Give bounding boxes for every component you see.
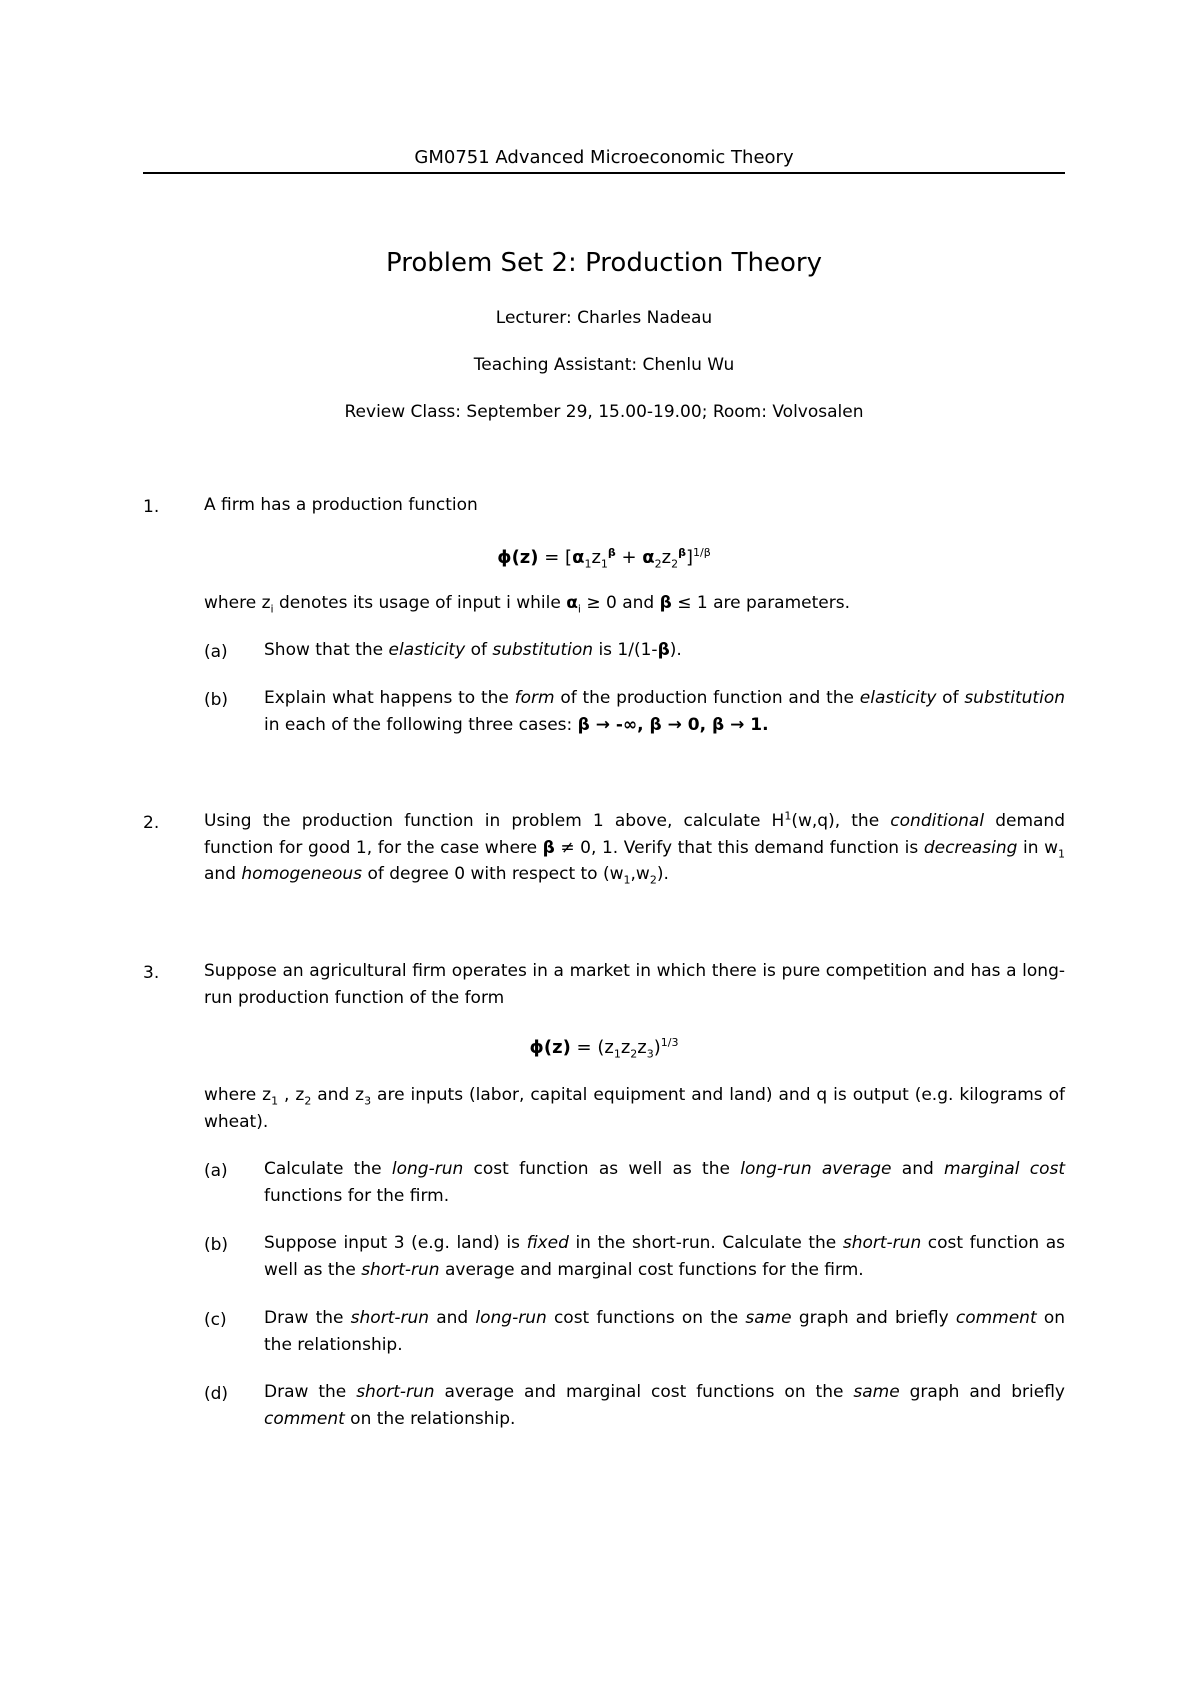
problem-1-where: where $z_i$ denotes its usage of input i while $\alpha_i \ge 0$ and β ≤ 1 are parameters. <box>204 593 850 616</box>
problem-3c-label: (c) <box>204 1310 227 1330</box>
assistant-line: Teaching Assistant: Chenlu Wu <box>473 355 735 375</box>
problem-3a-label: (a) <box>204 1161 228 1181</box>
problem-3-intro: Suppose an agricultural firm operates in a market in which there is pure competition and has a long-run production function of the form <box>204 961 1065 1008</box>
problem-3-where: where $z_1$ , $z_2$ and $z_3$ are inputs (labor, capital equipment and land) and q is output (e.g. kilograms of wheat). <box>204 1085 1065 1132</box>
problem-3d-text: Draw the short-run average and marginal cost functions on the same graph and briefly comment on the relationship. <box>264 1382 1065 1429</box>
problem-3d-label: (d) <box>204 1384 229 1404</box>
problem-1b-text: Explain what happens to the form of the production function and the elasticity of substitution in each of the following three cases: β → -∞, β → 0, β → 1. <box>264 688 1065 735</box>
problem-2-number: 2. <box>143 813 160 833</box>
problem-3b-label: (b) <box>204 1235 229 1255</box>
problem-3b-text: Suppose input 3 (e.g. land) is fixed in the short-run. Calculate the short-run cost function as well as the short-run average and marginal cost functions for the firm. <box>264 1233 1065 1280</box>
problem-3-formula: $\phi(z) = (z_1z_2z_3)^{1/3}$ <box>529 1036 679 1061</box>
problem-3c-text: Draw the short-run and long-run cost functions on the same graph and briefly comment on the relationship. <box>264 1308 1066 1355</box>
problem-2-text: Using the production function in problem 1 above, calculate $H^1(w,q)$, the conditional demand function for good 1, for the case where β ≠ 0, 1. Verify that this demand function is decreasing in $w_1$ and homogeneous of degree 0 with respect to $(w_1,w_2)$. <box>204 809 1065 887</box>
problem-1b-label: (b) <box>204 690 229 710</box>
problem-1-formula: $\phi(z) = [\alpha_1z_1^\beta + \alpha_2z_2^\beta]^{1/\beta}$ <box>497 546 711 571</box>
header-rule <box>143 172 1065 174</box>
problem-3a-text: Calculate the long-run cost function as well as the long-run average and marginal cost functions for the firm. <box>264 1159 1065 1206</box>
problem-1-intro: A firm has a production function <box>204 495 478 515</box>
problem-1-number: 1. <box>143 497 160 517</box>
lecturer-line: Lecturer: Charles Nadeau <box>495 308 713 328</box>
problem-3-number: 3. <box>143 963 160 983</box>
review-class-line: Review Class: September 29, 15.00-19.00; Room: Volvosalen <box>344 402 864 422</box>
course-header: GM0751 Advanced Microeconomic Theory <box>414 147 794 168</box>
problem-1a-text: Show that the elasticity of substitution is 1/(1-β). <box>264 640 682 660</box>
problem-1a-label: (a) <box>204 642 228 662</box>
problem-set-title: Problem Set 2: Production Theory <box>385 248 823 278</box>
